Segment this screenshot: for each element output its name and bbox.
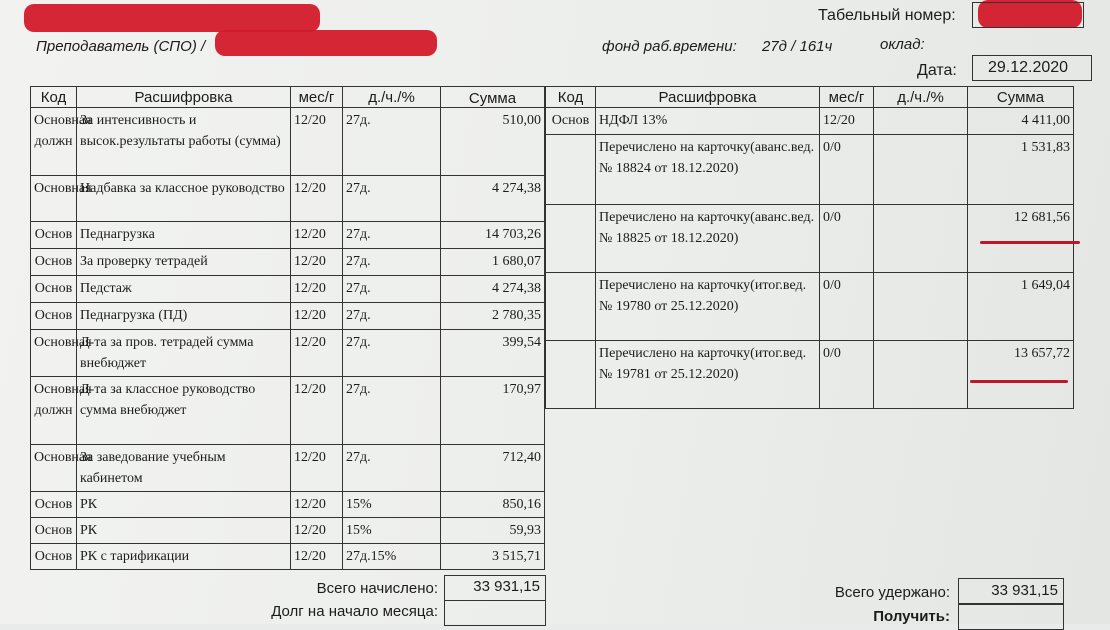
row-desc: РК <box>77 518 291 544</box>
table-row <box>31 377 545 445</box>
row-days: 15% <box>343 492 441 518</box>
accruals-table <box>30 86 545 570</box>
table-row <box>31 303 545 330</box>
row-period: 0/0 <box>820 341 874 409</box>
col-sum: Сумма <box>968 87 1074 108</box>
row-sum: 13 657,72 <box>968 341 1074 409</box>
row-sum: 170,97 <box>441 377 545 445</box>
row-sum: 4 274,38 <box>441 176 545 222</box>
row-period: 0/0 <box>820 273 874 341</box>
row-desc: Перечислено на карточку(итог.вед.№ 19780 от 25.12.2020) <box>596 273 820 341</box>
row-desc: За проверку тетрадей <box>77 249 291 276</box>
row-desc: Педнагрузка <box>77 222 291 249</box>
table-row <box>31 330 545 377</box>
row-desc: Перечислено на карточку(аванс.вед.№ 18825 от 18.12.2020) <box>596 205 820 273</box>
row-desc: Д-та за классное руководство сумма внебюджет <box>77 377 291 445</box>
row-desc: Педнагрузка (ПД) <box>77 303 291 330</box>
row-code: Основная <box>31 176 77 222</box>
row-sum: 850,16 <box>441 492 545 518</box>
row-period: 12/20 <box>291 176 343 222</box>
row-code: Основ <box>31 303 77 330</box>
table-row <box>546 273 1074 341</box>
col-period: мес/г <box>291 87 343 108</box>
col-days: д./ч./% <box>874 87 968 108</box>
row-days: 27д.15% <box>343 544 441 570</box>
row-sum: 510,00 <box>441 108 545 176</box>
row-desc: РК с тарификации <box>77 544 291 570</box>
col-code: Код <box>31 87 77 108</box>
row-days: 27д. <box>343 108 441 176</box>
row-code: Основ <box>31 492 77 518</box>
row-period: 12/20 <box>291 108 343 176</box>
redacted-name <box>24 4 320 32</box>
deductions-header-row <box>546 87 1074 108</box>
row-desc: Д-та за пров. тетрадей сумма внебюджет <box>77 330 291 377</box>
row-period: 12/20 <box>820 108 874 135</box>
col-desc: Расшифровка <box>596 87 820 108</box>
row-days: 27д. <box>343 249 441 276</box>
row-sum: 2 780,35 <box>441 303 545 330</box>
redacted-department <box>215 30 437 56</box>
table-row <box>31 276 545 303</box>
row-sum: 4 274,38 <box>441 276 545 303</box>
table-row <box>31 176 545 222</box>
tab-number-box <box>972 2 1084 28</box>
row-days: 27д. <box>343 330 441 377</box>
row-sum: 14 703,26 <box>441 222 545 249</box>
row-sum: 1 531,83 <box>968 135 1074 205</box>
row-period: 12/20 <box>291 492 343 518</box>
row-desc: РК <box>77 492 291 518</box>
row-code <box>546 273 596 341</box>
row-period: 12/20 <box>291 330 343 377</box>
table-row <box>546 341 1074 409</box>
table-row <box>31 249 545 276</box>
row-period: 12/20 <box>291 249 343 276</box>
row-days: 27д. <box>343 445 441 492</box>
row-code: Основная <box>31 445 77 492</box>
row-code: Основная должн <box>31 377 77 445</box>
row-days <box>874 108 968 135</box>
row-days <box>874 341 968 409</box>
row-days <box>874 273 968 341</box>
row-period: 12/20 <box>291 276 343 303</box>
row-days: 15% <box>343 518 441 544</box>
row-desc: За интенсивность и высок.результаты работы (сумма) <box>77 108 291 176</box>
table-row <box>31 492 545 518</box>
row-sum: 399,54 <box>441 330 545 377</box>
row-code: Основ <box>31 222 77 249</box>
row-desc: Надбавка за классное руководство <box>77 176 291 222</box>
fund-label: фонд раб.времени: <box>602 38 737 55</box>
row-sum: 12 681,56 <box>968 205 1074 273</box>
row-sum: 1 680,07 <box>441 249 545 276</box>
withheld-total-value: 33 931,15 <box>991 582 1058 599</box>
receive-label: Получить: <box>873 608 950 625</box>
row-sum: 712,40 <box>441 445 545 492</box>
row-days: 27д. <box>343 276 441 303</box>
row-code: Основная <box>31 330 77 377</box>
row-days: 27д. <box>343 222 441 249</box>
row-desc: Перечислено на карточку(итог.вед.№ 19781 от 25.12.2020) <box>596 341 820 409</box>
red-underline-mark <box>980 241 1080 244</box>
col-period: мес/г <box>820 87 874 108</box>
col-days: д./ч./% <box>343 87 441 108</box>
col-code: Код <box>546 87 596 108</box>
date-label: Дата: <box>917 62 957 79</box>
row-desc: Перечислено на карточку(аванс.вед.№ 18824 от 18.12.2020) <box>596 135 820 205</box>
position-label: Преподаватель (СПО) / <box>36 38 206 55</box>
debt-label: Долг на начало месяца: <box>271 603 438 620</box>
deductions-table <box>545 86 1074 409</box>
row-code: Основ <box>546 108 596 135</box>
row-code: Основ <box>31 544 77 570</box>
row-days: 27д. <box>343 303 441 330</box>
row-code: Основная должн <box>31 108 77 176</box>
table-row <box>31 544 545 570</box>
col-sum: Сумма <box>441 87 545 108</box>
row-period: 12/20 <box>291 303 343 330</box>
row-period: 12/20 <box>291 544 343 570</box>
fund-value: 27д / 161ч <box>762 38 833 55</box>
row-code <box>546 341 596 409</box>
table-row <box>546 135 1074 205</box>
row-desc: НДФЛ 13% <box>596 108 820 135</box>
row-period: 12/20 <box>291 222 343 249</box>
table-row <box>546 108 1074 135</box>
accrued-total-value: 33 931,15 <box>473 578 540 595</box>
accruals-header-row <box>31 87 545 108</box>
table-row <box>31 222 545 249</box>
row-code: Основ <box>31 276 77 303</box>
row-code: Основ <box>31 518 77 544</box>
row-code <box>546 205 596 273</box>
row-sum: 4 411,00 <box>968 108 1074 135</box>
receive-box <box>958 604 1064 630</box>
row-desc: За заведование учебным кабинетом <box>77 445 291 492</box>
row-sum: 59,93 <box>441 518 545 544</box>
row-days <box>874 135 968 205</box>
row-period: 12/20 <box>291 518 343 544</box>
table-row <box>546 205 1074 273</box>
row-period: 0/0 <box>820 135 874 205</box>
row-period: 0/0 <box>820 205 874 273</box>
row-sum: 1 649,04 <box>968 273 1074 341</box>
table-row <box>31 108 545 176</box>
row-days <box>874 205 968 273</box>
withheld-total-label: Всего удержано: <box>834 584 950 601</box>
row-days: 27д. <box>343 377 441 445</box>
red-underline-mark <box>970 380 1068 383</box>
row-period: 12/20 <box>291 377 343 445</box>
debt-box <box>444 600 546 626</box>
table-row <box>31 518 545 544</box>
salary-label: оклад: <box>880 36 925 53</box>
row-desc: Педстаж <box>77 276 291 303</box>
tab-number-label: Табельный номер: <box>818 7 956 24</box>
row-sum: 3 515,71 <box>441 544 545 570</box>
row-code: Основ <box>31 249 77 276</box>
date-value: 29.12.2020 <box>988 59 1069 76</box>
col-desc: Расшифровка <box>77 87 291 108</box>
row-code <box>546 135 596 205</box>
row-days: 27д. <box>343 176 441 222</box>
accrued-total-label: Всего начислено: <box>316 580 438 597</box>
table-row <box>31 445 545 492</box>
row-period: 12/20 <box>291 445 343 492</box>
